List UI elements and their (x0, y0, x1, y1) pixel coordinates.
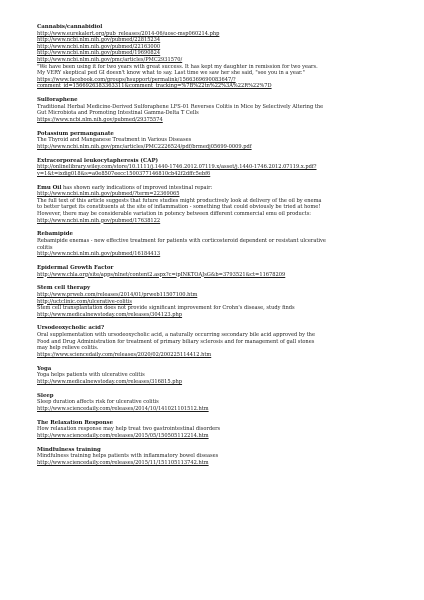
section-heading-line (37, 97, 392, 104)
section-heading: Rebamipide (37, 231, 73, 238)
reference-link[interactable]: http://www.chla.org/site/apps/nlnet/content2.aspx?c=ipINKTOAJsG&b=3793521&ct=11678209 (37, 271, 286, 278)
reference-link[interactable]: https://www.sciencedaily.com/releases/2020/02/200225114412.htm (37, 351, 212, 358)
reference-link[interactable]: http://www.ncbi.nlm.nih.gov/pmc/articles/PMC2931570/ (37, 56, 183, 63)
body-text: Stem cell transplantation does not provide significant improvement for Crohn's disease, study finds (37, 305, 295, 312)
section-heading-line (37, 231, 392, 238)
body-text: Yoga helps patients with ulcerative colitis (37, 372, 145, 379)
section-heading-line (37, 285, 392, 292)
section-heading: Ursodeoxycholic acid? (37, 325, 105, 332)
body-text: How relaxation response may help treat two gastrointestinal disorders (37, 426, 221, 433)
section-heading: Stem cell therapy (37, 285, 91, 292)
section-heading: Extracorporeal leukocytapheresis (CAP) (37, 157, 159, 164)
reference-link[interactable]: http://www.ncbi.nlm.nih.gov/pubmed/17638122 (37, 217, 161, 224)
section-heading: The Relaxation Response (37, 419, 114, 426)
section (37, 97, 392, 123)
body-text: The Thyroid and Manganese Treatment in Various Diseases (37, 137, 192, 144)
body-text: Food and Drug Administration for treatment of primary biliary sclerosis and for management of gall stones (37, 338, 315, 345)
section (37, 420, 392, 440)
reference-link[interactable]: http://www.ncbi.nlm.nih.gov/pubmed/22163000 (37, 43, 161, 50)
reference-link[interactable]: https://www.ncbi.nlm.nih.gov/pubmed/29375574 (37, 116, 163, 123)
section (37, 265, 392, 278)
section-heading-line (37, 24, 392, 31)
reference-link[interactable]: https://www.facebook.com/groups/hsupport/permalink/1566369690083647/? (37, 76, 236, 83)
body-text: My VERY skeptical ped GI doesn't know what to say. Last time we saw her she said, "see you in a year." (37, 70, 305, 77)
section-heading-line (37, 447, 392, 454)
reference-link[interactable]: http://www.sciencedaily.com/releases/2014/10/141021101512.htm (37, 405, 209, 412)
section-heading: Potassium permanganate (37, 130, 114, 137)
section-heading-line (37, 158, 392, 165)
reference-link[interactable]: http://www.ncbi.nlm.nih.gov/pubmed/19690824 (37, 50, 161, 57)
reference-link[interactable]: http://www.sciencedaily.com/releases/2015/11/151105113742.htm (37, 459, 209, 466)
section-heading-line (37, 393, 392, 400)
section-heading-line (37, 420, 392, 427)
body-text: may help relieve colitis. (37, 345, 99, 352)
section-heading: Epidermal Growth Factor (37, 264, 114, 271)
body-text: Oral supplementation with ursodeoxycholic acid, a naturally occurring secondary bile acid approved by the (37, 332, 315, 339)
section (37, 231, 392, 257)
reference-link[interactable]: http://www.ncbi.nlm.nih.gov/pubmed/16184413 (37, 251, 161, 258)
section (37, 285, 392, 318)
reference-link[interactable]: http://onlinelibrary.wiley.com/store/10.1111/j.1440-1746.2012.07119.x/asset/j.1440-1746.2012.07119.x.pdf? (37, 164, 317, 171)
reference-link[interactable]: http://www.eurekalert.org/pub_releases/2014-06/uosc-msp060214.php (37, 30, 220, 37)
body-text: However, there may be considerable variation in potency between different commercial emu oil products: (37, 211, 312, 217)
section-heading: Sleep (37, 392, 54, 399)
section-heading: Cannabis/cannabidiol (37, 24, 103, 30)
section-heading-suffix: has shown early indications of improved intestinal repair: (61, 184, 213, 191)
reference-link[interactable]: http://www.sciencedaily.com/releases/2015/05/150505112214.htm (37, 432, 209, 439)
section-heading-line (37, 325, 392, 332)
body-text: Sleep duration affects risk for ulcerative colitis (37, 399, 159, 406)
body-text: colitis (37, 244, 53, 251)
reference-link[interactable]: http://www.ncbi.nlm.nih.gov/pubmed/?term=22369065 (37, 191, 180, 198)
reference-link[interactable]: comment_id=1566926383363311&comment_tracking=%7B%22tn%22%3A%22R%22%7D (37, 83, 272, 90)
body-text: Gut Microbiota and Promoting Intestinal Gamma-Delta T Cells (37, 110, 199, 117)
section (37, 158, 392, 178)
body-text: to better target its constituents at the site of inflammation - something that could obviously be tried at home! (37, 204, 321, 211)
body-text: The full text of this article suggests that future studies might productively look at delivery of the oil by enema (37, 197, 322, 204)
body-text: Traditional Herbal Medicine-Derived Sulforaphene LFS-01 Reverses Colitis in Mice by Selectively Altering the (37, 103, 324, 110)
section (37, 185, 392, 225)
body-text: Rebamipide enemas - new effective treatment for patients with corticosteroid dependent or resistant ulcerative (37, 237, 326, 244)
reference-link[interactable]: v=1&t=ixdig018&s=a0e8507eecc1500377146810cb42f2dffc5ebf6 (37, 170, 211, 177)
reference-link[interactable]: http://uctclinic.com/ulcerative-colitis (37, 298, 132, 305)
section (37, 393, 392, 413)
section (37, 325, 392, 358)
section-heading: Sulforaphene (37, 97, 78, 104)
document-page (37, 24, 392, 474)
reference-link[interactable]: http://www.prweb.com/releases/2014/01/prweb11507100.htm (37, 291, 198, 298)
section (37, 131, 392, 151)
section-heading: Yoga (37, 365, 52, 372)
section (37, 447, 392, 467)
reference-link[interactable]: http://www.ncbi.nlm.nih.gov/pmc/articles/PMC2226524/pdf/brmedj05699-0009.pdf (37, 143, 252, 150)
section-heading: Emu Oil (37, 184, 62, 191)
section-heading-line (37, 131, 392, 138)
body-text: "We have been using it for two years with great success. It has kept my daughter in remission for two years. (37, 63, 318, 70)
section-heading-line (37, 366, 392, 373)
body-text: Mindfulness training helps patients with inflammatory bowel diseases (37, 453, 219, 460)
reference-link[interactable]: http://www.medicalnewstoday.com/releases/304123.php (37, 311, 183, 318)
reference-link[interactable]: http://www.ncbi.nlm.nih.gov/pubmed/22815234 (37, 37, 161, 44)
section-heading-line (37, 265, 392, 272)
section (37, 24, 392, 90)
section-heading: Mindfulness training (37, 446, 101, 453)
section (37, 366, 392, 386)
reference-link[interactable]: http://www.medicalnewstoday.com/releases/316815.php (37, 378, 183, 385)
section-heading-line (37, 185, 392, 192)
